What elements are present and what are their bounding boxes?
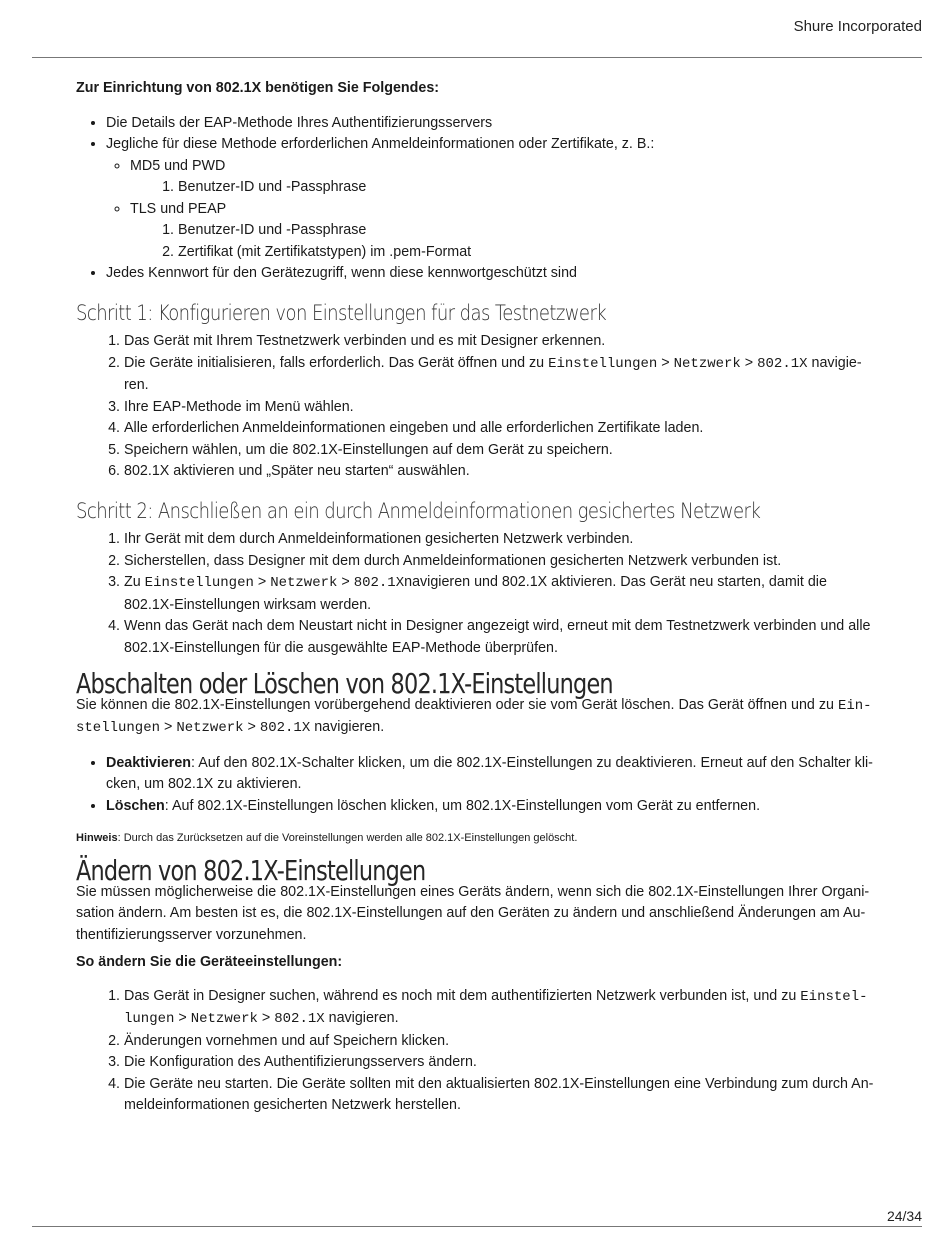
list-item: 1. Das Gerät mit Ihrem Testnetzwerk verbinden und es mit Designer erkennen. bbox=[124, 331, 876, 353]
list-item: 4. Die Geräte neu starten. Die Geräte sollten mit den aktualisierten 802.1X-Einstellungen eine Verbindung zum durch An- meldeinformationen gesicherten Netzwerk herstellen. bbox=[124, 1074, 876, 1117]
list-item: 4. Wenn das Gerät nach dem Neustart nicht in Designer angezeigt wird, erneut mit dem Testnetzwerk verbinden und alle 802.1X-Einstellungen für die ausgewählte EAP-Methode überprüfen. bbox=[124, 616, 876, 659]
list-item: 1. Ihr Gerät mit dem durch Anmeldeinformationen gesicherten Netzwerk verbinden. bbox=[124, 529, 876, 551]
list-item: 1. Benutzer-ID und -Passphrase bbox=[178, 177, 876, 199]
list-item: 3. Ihre EAP-Methode im Menü wählen. bbox=[124, 397, 876, 419]
list-item: 2. Die Geräte initialisieren, falls erforderlich. Das Gerät öffnen und zu Einstellungen > Netzwerk > 802.1X navigie- ren. bbox=[124, 353, 876, 397]
step1-heading: Schritt 1: Konfigurieren von Einstellungen für das Testnetzwerk bbox=[76, 300, 607, 325]
list-item: 4. Alle erforderlichen Anmeldeinformationen eingeben und alle erforderlichen Zertifikate laden. bbox=[124, 418, 876, 440]
change-section-heading: Ändern von 802.1X-Einstellungen bbox=[76, 854, 426, 887]
list-item: • Jegliche für diese Methode erforderlichen Anmeldeinformationen oder Zertifikate, z. B.: ◦ MD5 und PWD 1. Benutzer-ID und -Passphrase ◦ TLS und PEAP 1. Benutzer-ID und -Passphrase 2. Zertifikat (mit Zertifikatstypen) im .pem-Format bbox=[106, 134, 876, 263]
document-body bbox=[76, 78, 876, 1117]
reset-note: Hinweis: Durch das Zurücksetzen auf die Voreinstellungen werden alle 802.1X-Einstellungen gelöscht. bbox=[76, 832, 578, 844]
list-item: • Deaktivieren: Auf den 802.1X-Schalter klicken, um die 802.1X-Einstellungen zu deaktivieren. Erneut auf den Schalter kli- cken, um 802.1X zu aktivieren. bbox=[106, 753, 876, 796]
list-item: 1. Benutzer-ID und -Passphrase bbox=[178, 220, 876, 242]
list-item: • Die Details der EAP-Methode Ihres Authentifizierungsservers bbox=[106, 113, 876, 135]
credential-list bbox=[130, 220, 876, 263]
requirements-heading: Zur Einrichtung von 802.1X benötigen Sie Folgendes: bbox=[76, 80, 440, 96]
disable-section-heading: Abschalten oder Löschen von 802.1X-Einstellungen bbox=[76, 667, 613, 700]
footer-divider bbox=[32, 1226, 922, 1227]
requirements-list bbox=[76, 113, 876, 285]
step2-heading: Schritt 2: Anschließen an ein durch Anmeldeinformationen gesichertes Netzwerk bbox=[76, 498, 761, 523]
list-item: 2. Zertifikat (mit Zertifikatstypen) im .pem-Format bbox=[178, 242, 876, 264]
change-subheading: So ändern Sie die Geräteeinstellungen: bbox=[76, 954, 343, 970]
list-item: ◦ TLS und PEAP 1. Benutzer-ID und -Passphrase 2. Zertifikat (mit Zertifikatstypen) im .pem-Format bbox=[130, 199, 876, 264]
step1-list bbox=[76, 331, 876, 483]
list-item: 5. Speichern wählen, um die 802.1X-Einstellungen auf dem Gerät zu speichern. bbox=[124, 440, 876, 462]
list-item: 2. Änderungen vornehmen und auf Speichern klicken. bbox=[124, 1031, 876, 1053]
header-divider bbox=[32, 57, 922, 58]
list-item: 2. Sicherstellen, dass Designer mit dem durch Anmeldeinformationen gesicherten Netzwerk verbunden ist. bbox=[124, 551, 876, 573]
list-item: • Jedes Kennwort für den Gerätezugriff, wenn diese kennwortgeschützt sind bbox=[106, 263, 876, 285]
change-steps-list bbox=[76, 986, 876, 1117]
list-item: 1. Das Gerät in Designer suchen, während es noch mit dem authentifizierten Netzwerk verbunden ist, und zu Einstel- lungen > Netzwerk > 802.1X navigieren. bbox=[124, 986, 876, 1031]
list-item: • Löschen: Auf 802.1X-Einstellungen löschen klicken, um 802.1X-Einstellungen vom Gerät zu entfernen. bbox=[106, 796, 876, 818]
list-item: 6. 802.1X aktivieren und „Später neu starten“ auswählen. bbox=[124, 461, 876, 483]
change-intro: Sie müssen möglicherweise die 802.1X-Einstellungen eines Geräts ändern, wenn sich die 802.1X-Einstellungen Ihrer Organi- sation ändern. Am besten ist es, die 802.1X-Einstellungen auf den Geräten zu ändern und anschließend Änderungen am Au- thentifizierungsserver vorzunehmen. bbox=[76, 883, 870, 943]
step2-list bbox=[76, 529, 876, 659]
method-list bbox=[106, 156, 876, 264]
list-item: ◦ MD5 und PWD 1. Benutzer-ID und -Passphrase bbox=[130, 156, 876, 199]
page-number: 24/34 bbox=[886, 1208, 922, 1224]
list-item: 3. Zu Einstellungen > Netzwerk > 802.1Xnavigieren und 802.1X aktivieren. Das Gerät neu starten, damit die 802.1X-Einstellungen wirksam werden. bbox=[124, 572, 876, 616]
disable-options-list bbox=[76, 753, 876, 818]
list-item: 3. Die Konfiguration des Authentifizierungsservers ändern. bbox=[124, 1052, 876, 1074]
disable-intro: Sie können die 802.1X-Einstellungen vorübergehend deaktivieren oder sie vom Gerät löschen. Das Gerät öffnen und zu Ein- stellungen > Netzwerk > 802.1X navigieren. bbox=[76, 696, 872, 736]
page-header-company: Shure Incorporated bbox=[793, 18, 922, 35]
credential-list bbox=[130, 177, 876, 199]
